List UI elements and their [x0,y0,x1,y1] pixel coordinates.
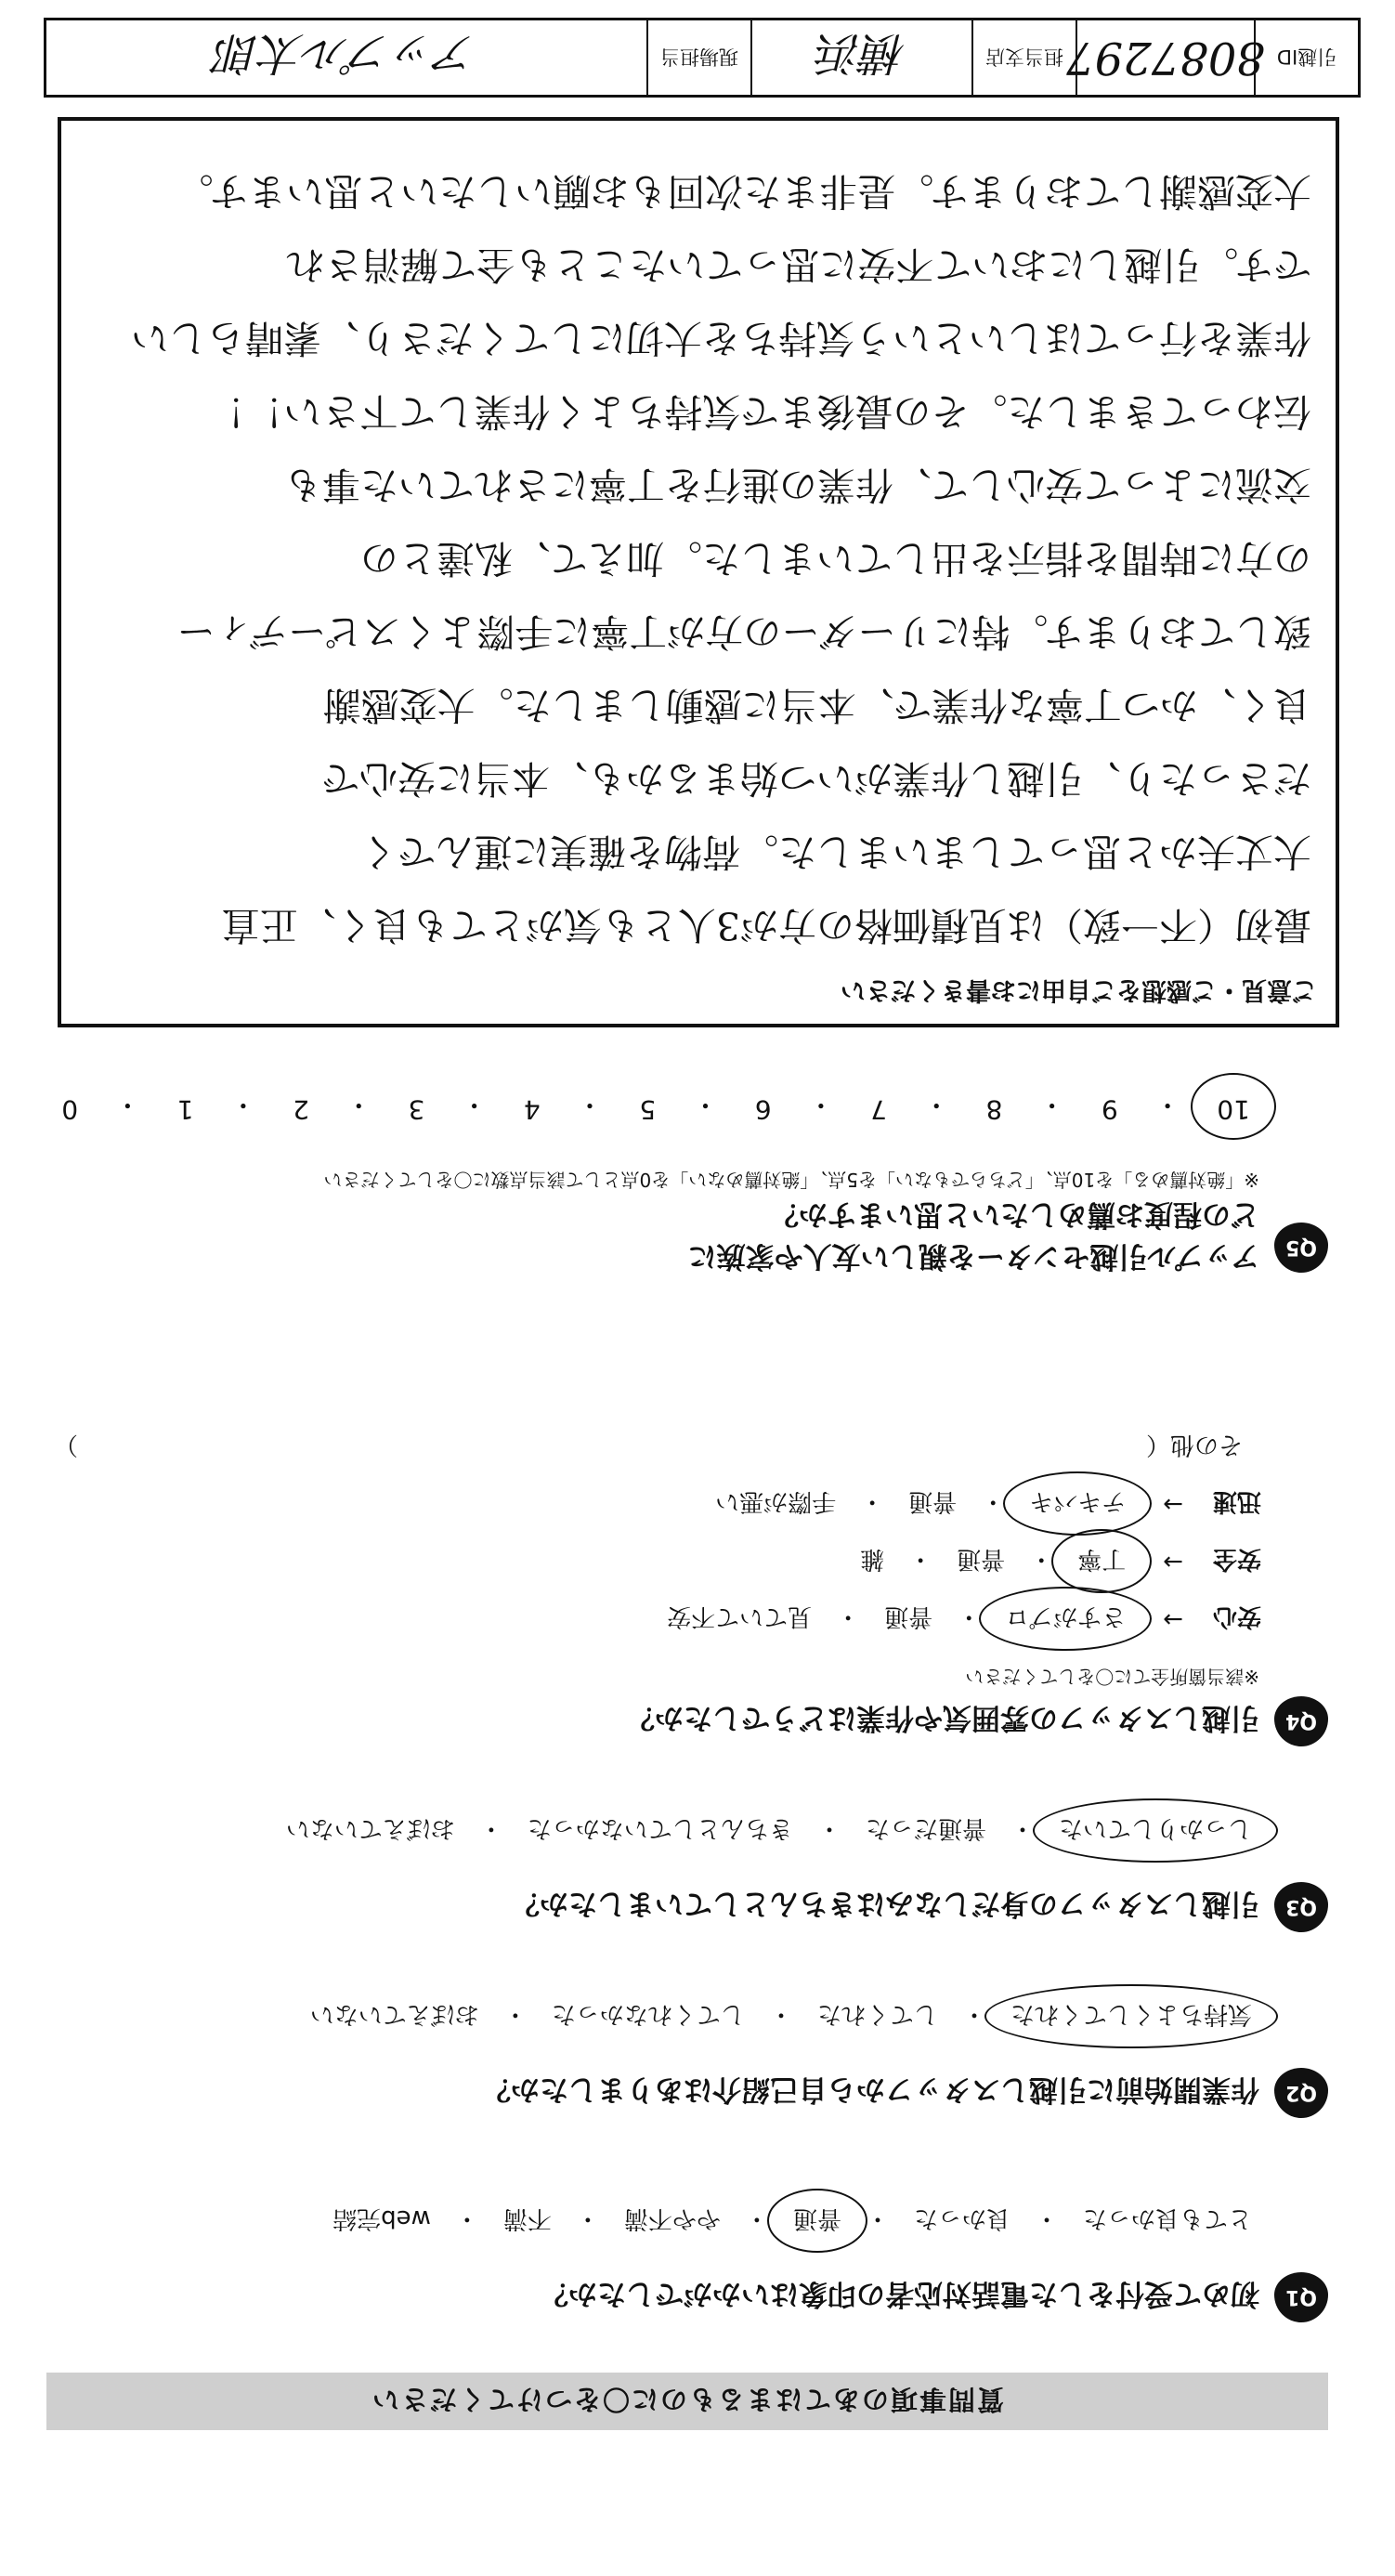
comment-line: 大変感謝しております。是非また次回もお願いしたいと思います。 [175,169,1311,214]
q4-option[interactable]: 普通 [957,1545,1006,1574]
q2-option[interactable]: してくれなかった [551,2000,745,2029]
comment-line: です。引越しにおいて不安に思っていたことも全て解消され [286,242,1311,287]
q3-badge: Q3 [1274,1882,1328,1932]
question-1 [46,2195,1328,2325]
q1-option[interactable]: とても良かった [1082,2204,1252,2233]
q4-row-label: 安全 [1212,1545,1261,1574]
arrow-icon: → [1163,1605,1183,1633]
q4-option[interactable]: 見ていて不安 [667,1602,813,1631]
q2-option[interactable]: おぼえていない [309,2000,479,2029]
branch-value[interactable]: 横浜 [750,20,971,95]
q1-option-selected[interactable]: 普通 [784,2199,851,2244]
q4-other-field[interactable] [54,1431,1243,1465]
q4-other-label: その他（ [1145,1431,1243,1459]
q5-score[interactable]: 3 [408,1094,425,1125]
q5-text-line1: アップル引越センターを親しい友人や家族に [687,1239,1259,1273]
q5-scale: 10 ・ 9 ・ 8 ・ 7 ・ 6 ・ 5 ・ 4 ・ 3 ・ 2 ・ 1 ・ 0 [52,1082,1259,1131]
comment-line: の方に時間を指示を出していました。加えて、私達との [359,536,1311,581]
question-4 [46,1419,1328,1749]
q1-text: 初めて受付をした電話対応者の印象はいかがでしたか？ [540,2277,1259,2311]
comments-handwriting [61,154,1336,961]
q5-score[interactable]: 2 [293,1094,309,1125]
q4-badge: Q4 [1274,1696,1328,1746]
arrow-icon: → [1163,1490,1183,1518]
id-label: 引越ID [1254,20,1358,95]
q4-note: ※該当箇所全てに〇をしてください [965,1666,1259,1688]
instructions-banner: 質問事項のあてはまるものに〇をつけてください [46,2373,1328,2430]
q3-option[interactable]: きちんとしていなかった [527,1814,793,1843]
arrow-icon: → [1163,1548,1183,1576]
q4-row-anzen: 安全 → 丁寧 ・ 普通 ・ 雑 [46,1533,1261,1590]
q5-score[interactable]: 8 [985,1094,1003,1125]
q1-option[interactable]: 不満 [502,2204,552,2233]
q5-score[interactable]: 6 [754,1094,772,1125]
q2-option-selected[interactable]: 気持ちよくしてくれた [1001,1994,1261,2040]
q4-option[interactable]: 普通 [884,1602,933,1631]
q3-option[interactable]: おぼえていない [285,1814,455,1843]
q4-row-label: 迅速 [1212,1487,1261,1516]
q2-option[interactable]: してくれた [816,2000,938,2029]
q5-score[interactable]: 4 [523,1094,541,1125]
q3-text: 引越しスタッフの身だしなみはきちんとしていましたか？ [511,1887,1259,1921]
comment-line: 良く、かつ丁寧な作業で、本当に感動しました。大変感謝 [322,683,1311,727]
q4-option[interactable]: 雑 [860,1545,885,1574]
comment-line: 交流によって安心して、作業の進行を丁寧にされていた事も [283,463,1311,507]
q5-score[interactable]: 7 [870,1094,887,1125]
q4-row-jinsoku: 迅速 → テキパキ ・ 普通 ・ 手際が悪い [46,1475,1261,1533]
header-table [44,18,1361,98]
q4-row-label: 安心 [1212,1602,1261,1631]
comment-line: 最初（不一致）は見積価格の方が3人とも気がとても良く、正直 [221,903,1311,948]
question-5 [46,1082,1328,1280]
comment-line: 大丈夫かと思ってしまいました。荷物を確実に運んでく [359,830,1311,874]
q5-badge: Q5 [1274,1223,1328,1273]
q4-other-close: ） [54,1431,79,1459]
branch-label: 担当支店 [971,20,1076,95]
comment-line: 伝わってきました。その最後まで気持ちよく作業して下さい！！ [207,389,1311,434]
comment-line: 作業を行ってほしいという気持ちを大切にしてくださり、素晴らしい [131,316,1311,360]
q2-options: 気持ちよくしてくれた ・ してくれた ・ してくれなかった ・ おぼえていない [46,1991,1261,2043]
q5-score-selected[interactable]: 10 [1207,1082,1259,1131]
q5-note: ※「絶対薦める」を10点、「どちらでもない」を5点、「絶対薦めない」を0点として該当点数に〇をしてください [323,1169,1259,1191]
q2-badge: Q2 [1274,2068,1328,2118]
q5-score[interactable]: 0 [61,1094,79,1125]
q4-option-selected[interactable]: さすがプロ [996,1597,1135,1642]
leader-value[interactable]: アップル太郎 [215,27,478,80]
q4-option[interactable]: 普通 [908,1487,958,1516]
q5-text-line2: どの程度お薦めしたいと思いますか？ [770,1197,1259,1231]
question-2 [46,1991,1328,2121]
q4-row-anshin: 安心 → さすがプロ ・ 普通 ・ 見ていて不安 [46,1590,1261,1648]
q5-score[interactable]: 9 [1101,1094,1118,1125]
comment-line: 致しております。特にリーダーの方が丁寧に手際よくスピーディー [176,609,1311,654]
id-value[interactable]: 8087297 [1076,20,1254,95]
q3-option[interactable]: 普通だった [865,1814,986,1843]
q4-other [54,1419,1261,1475]
comments-title: ご意見・ご感想をご自由にお書きください [841,975,1317,1004]
q1-option[interactable]: やや不満 [623,2204,721,2233]
q1-badge: Q1 [1274,2272,1328,2322]
comments-box[interactable] [58,117,1339,1027]
leader-label: 現場担当 [646,20,750,95]
question-3 [46,1805,1328,1935]
q5-score[interactable]: 1 [176,1094,194,1125]
q4-option-selected[interactable]: 丁寧 [1068,1539,1135,1585]
q1-option[interactable]: web完結 [332,2204,431,2233]
q1-option[interactable]: 良かった [913,2204,1010,2233]
q3-option-selected[interactable]: しっかりしていた [1050,1809,1261,1854]
q4-text: 引越しスタッフの雰囲気や作業はどうでしたか？ [626,1701,1259,1735]
q1-options: とても良かった ・ 良かった ・ 普通 ・ やや不満 ・ 不満 ・ web完結 [46,2195,1261,2247]
q5-score[interactable]: 5 [639,1094,657,1125]
comment-line: ださったり、引越し作業がいつ始まるかも、本当に安心で [321,756,1311,801]
q2-text: 作業開始前に引越しスタッフから自己紹介はありましたか？ [482,2073,1259,2107]
q3-options: しっかりしていた ・ 普通だった ・ きちんとしていなかった ・ おぼえていない [46,1805,1261,1857]
q4-option-selected[interactable]: テキパキ [1020,1482,1135,1527]
q4-option[interactable]: 手際が悪い [715,1487,837,1516]
